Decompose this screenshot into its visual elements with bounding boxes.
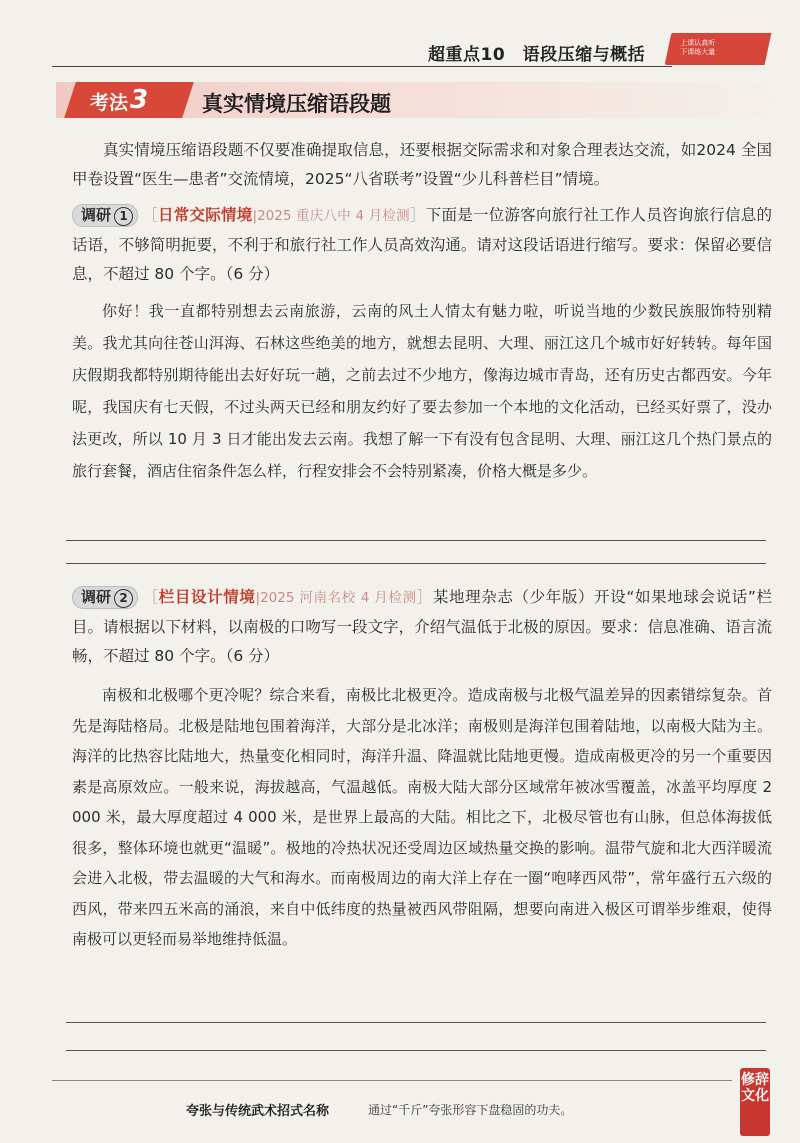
answer-line <box>66 540 766 541</box>
footer-topic: 夸张与传统武术招式名称 <box>186 1104 330 1119</box>
question-1-context: 日常交际情境 <box>158 206 253 224</box>
intro-paragraph: 真实情境压缩语段题不仅要准确提取信息，还要根据交际需求和对象合理表达交流，如2024 全国甲卷设置“医生—患者”交流情境，2025“八省联考”设置“少儿科普栏目”情境。 <box>72 141 772 188</box>
question-1-instructions: 下面是一位游客向旅行社工作人员咨询旅行信息的话语，不够简明扼要，不利于和旅行社工作人员高效沟通。请对这段话语进行缩写。要求：保留必要信息，不超过 80 个字。（6 分） <box>72 206 772 283</box>
question-2-prompt: 调研 2 ［栏目设计情境|2025 河南名校 4 月检测］某地理杂志（少年版）开设“如果地球会说话”栏目。请根据以下材料，以南极的口吻写一段文字，介绍气温低于北极的原因。要求：信息准确、语言流畅，不超过 80 个字。（6 分） <box>72 588 772 665</box>
chapter-tab <box>665 33 772 65</box>
question-2-instructions: 某地理杂志（少年版）开设“如果地球会说话”栏目。请根据以下材料，以南极的口吻写一段文字，介绍气温低于北极的原因。要求：信息准确、语言流畅，不超过 80 个字。（6 分） <box>72 588 772 665</box>
question-1-prompt: 调研 1 ［日常交际情境|2025 重庆八中 4 月检测］下面是一位游客向旅行社工作人员咨询旅行信息的话语，不够简明扼要，不利于和旅行社工作人员高效沟通。请对这段话语进行缩写。要求：保留必要信息，不超过 80 个字。（6 分） <box>72 206 772 283</box>
question-1-passage: 你好！我一直都特别想去云南旅游，云南的风土人情太有魅力啦，听说当地的少数民族服饰特别精美。我尤其向往苍山洱海、石林这些绝美的地方，就想去昆明、大理、丽江这几个城市好好转转。每年国庆假期我都特别期待能出去好好玩一趟，之前去过不少地方，像海边城市青岛，还有历史古都西安。今年呢，我国庆有七天假，不过头两天已经和朋友约好了要去参加一个本地的文化活动，已经买好票了，没办法更改，所以 10 月 3 日才能出发去云南。我想了解一下有没有包含昆明、大理、丽江这几个热门景点的旅行套餐，酒店住宿条件怎么样，行程安排会不会特别紧凑，价格大概是多少。 <box>72 302 772 480</box>
question-2-source: |2025 河南名校 4 月检测 <box>255 590 417 606</box>
section-number: 3 <box>130 85 149 115</box>
section-tag: 考法3 <box>90 85 149 115</box>
side-badge: 修辞文化 <box>740 1068 770 1136</box>
chapter-tab-text: 上课认真听 下课练大量 <box>680 39 716 56</box>
answer-line <box>66 1022 766 1023</box>
answer-line <box>66 563 766 564</box>
question-1-tag: 调研 1 <box>72 204 138 227</box>
question-2-tag: 调研 2 <box>72 586 138 609</box>
header-rule <box>52 66 672 67</box>
chapter-title: 超重点10 语段压缩与概括 <box>428 45 646 65</box>
footer-note: 通过“千斤”夸张形容下盘稳固的功夫。 <box>368 1103 573 1117</box>
answer-line <box>66 1050 766 1051</box>
question-2-number: 2 <box>114 589 133 608</box>
footer-rule <box>52 1080 732 1081</box>
question-2-context: 栏目设计情境 <box>158 588 256 606</box>
section-title: 真实情境压缩语段题 <box>202 92 391 116</box>
question-1-number: 1 <box>114 207 133 226</box>
question-1-source: |2025 重庆八中 4 月检测 <box>252 208 410 224</box>
question-2-passage: 南极和北极哪个更冷呢？综合来看，南极比北极更冷。造成南极与北极气温差异的因素错综复杂。首先是海陆格局。北极是陆地包围着海洋，大部分是北冰洋；南极则是海洋包围着陆地，以南极大陆为主。海洋的比热容比陆地大，热量变化相同时，海洋升温、降温就比陆地更慢。造成南极更冷的另一个重要因素是高原效应。一般来说，海拔越高，气温越低。南极大陆大部分区域常年被冰雪覆盖，冰盖平均厚度 2 000 米，最大厚度超过 4 000 米，是世界上最高的大陆。相比之下，北极尽管也有山脉，但总体海拔低很多，整体环境也就更“温暖”。极地的冷热状况还受周边区域热量交换的影响。温带气旋和北大西洋暖流会进入北极，带去温暖的大气和海水。而南极周边的南大洋上存在一圈“咆哮西风带”，常年盛行五六级的西风，带来四五米高的涌浪，来自中低纬度的热量被西风带阻隔，想要向南进入极区可谓举步维艰，使得南极可以更轻而易举地维持低温。 <box>72 686 772 948</box>
